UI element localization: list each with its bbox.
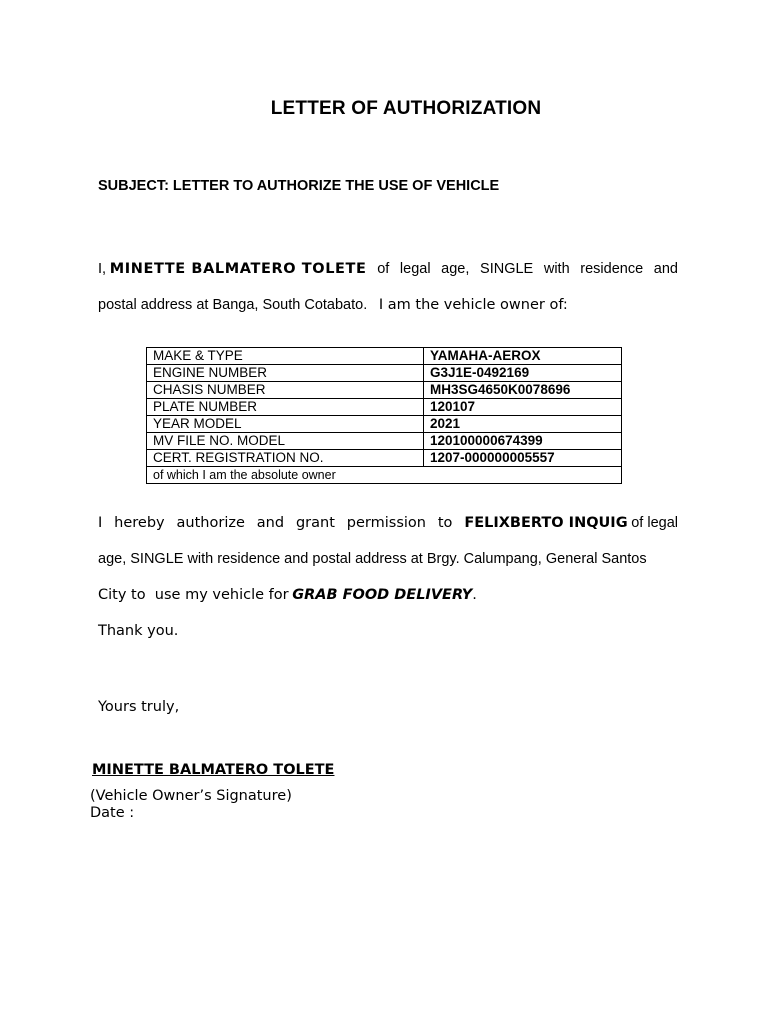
auth-word: authorize (176, 515, 245, 531)
auth-word: grant (295, 515, 335, 531)
table-footer-row (147, 467, 622, 484)
intro-prefix: I, (98, 261, 107, 277)
date-label: Date : (90, 805, 135, 821)
vehicle-details-table (146, 347, 622, 484)
table-row (147, 416, 622, 433)
row-label: CHASIS NUMBER (147, 382, 424, 399)
auth-line1-tail: of legal (631, 515, 678, 531)
row-label: CERT. REGISTRATION NO. (147, 450, 424, 467)
authorization-line-2: age, SINGLE with residence and postal address at Brgy. Calumpang, General Santos (98, 551, 647, 567)
table-row (147, 450, 622, 467)
intro-word: SINGLE (480, 261, 534, 277)
row-value: 1207-000000005557 (424, 450, 622, 467)
auth-word: I (98, 515, 103, 531)
intro-word: with (543, 261, 570, 277)
auth-word: and (256, 515, 285, 531)
intro-word: and (653, 261, 678, 277)
table-footer: of which I am the absolute owner (147, 467, 622, 484)
row-label: PLATE NUMBER (147, 399, 424, 416)
row-value: YAMAHA-AEROX (424, 348, 622, 365)
owner-statement: I am the vehicle owner of: (378, 297, 568, 313)
auth-line3-suffix: . (472, 587, 477, 603)
table-row (147, 399, 622, 416)
signature-name: MINETTE BALMATERO TOLETE (92, 762, 335, 778)
auth-line3-prefix: City to use my vehicle for (98, 587, 289, 603)
owner-name: MINETTE BALMATERO TOLETE (109, 261, 367, 277)
subject-line: SUBJECT: LETTER TO AUTHORIZE THE USE OF VEHICLE (98, 178, 500, 194)
row-value: 2021 (424, 416, 622, 433)
purpose: GRAB FOOD DELIVERY (292, 587, 473, 603)
row-value: 120107 (424, 399, 622, 416)
intro-word: residence (580, 261, 644, 277)
auth-word: to (437, 515, 453, 531)
table-row (147, 433, 622, 450)
thanks-line: Thank you. (98, 623, 179, 639)
intro-line-1 (98, 261, 678, 278)
row-value: MH3SG4650K0078696 (424, 382, 622, 399)
table-row (147, 365, 622, 382)
authorization-line-1 (98, 515, 678, 532)
auth-word: permission (346, 515, 426, 531)
page-title: LETTER OF AUTHORIZATION (270, 98, 542, 119)
intro-line-2 (98, 297, 678, 314)
auth-word: hereby (114, 515, 165, 531)
row-label: MV FILE NO. MODEL (147, 433, 424, 450)
owner-address: postal address at Banga, South Cotabato. (98, 297, 368, 313)
table-row (147, 348, 622, 365)
row-label: YEAR MODEL (147, 416, 424, 433)
closing-line: Yours truly, (98, 699, 180, 715)
intro-word: legal (399, 261, 431, 277)
row-value: 120100000674399 (424, 433, 622, 450)
intro-word: of (377, 261, 390, 277)
row-value: G3J1E-0492169 (424, 365, 622, 382)
authorization-line-3 (98, 587, 678, 604)
row-label: MAKE & TYPE (147, 348, 424, 365)
row-label: ENGINE NUMBER (147, 365, 424, 382)
signature-caption: (Vehicle Owner’s Signature) (90, 788, 292, 804)
intro-word: age, (441, 261, 470, 277)
table-row (147, 382, 622, 399)
authorized-name: FELIXBERTO INQUIG (464, 515, 628, 531)
